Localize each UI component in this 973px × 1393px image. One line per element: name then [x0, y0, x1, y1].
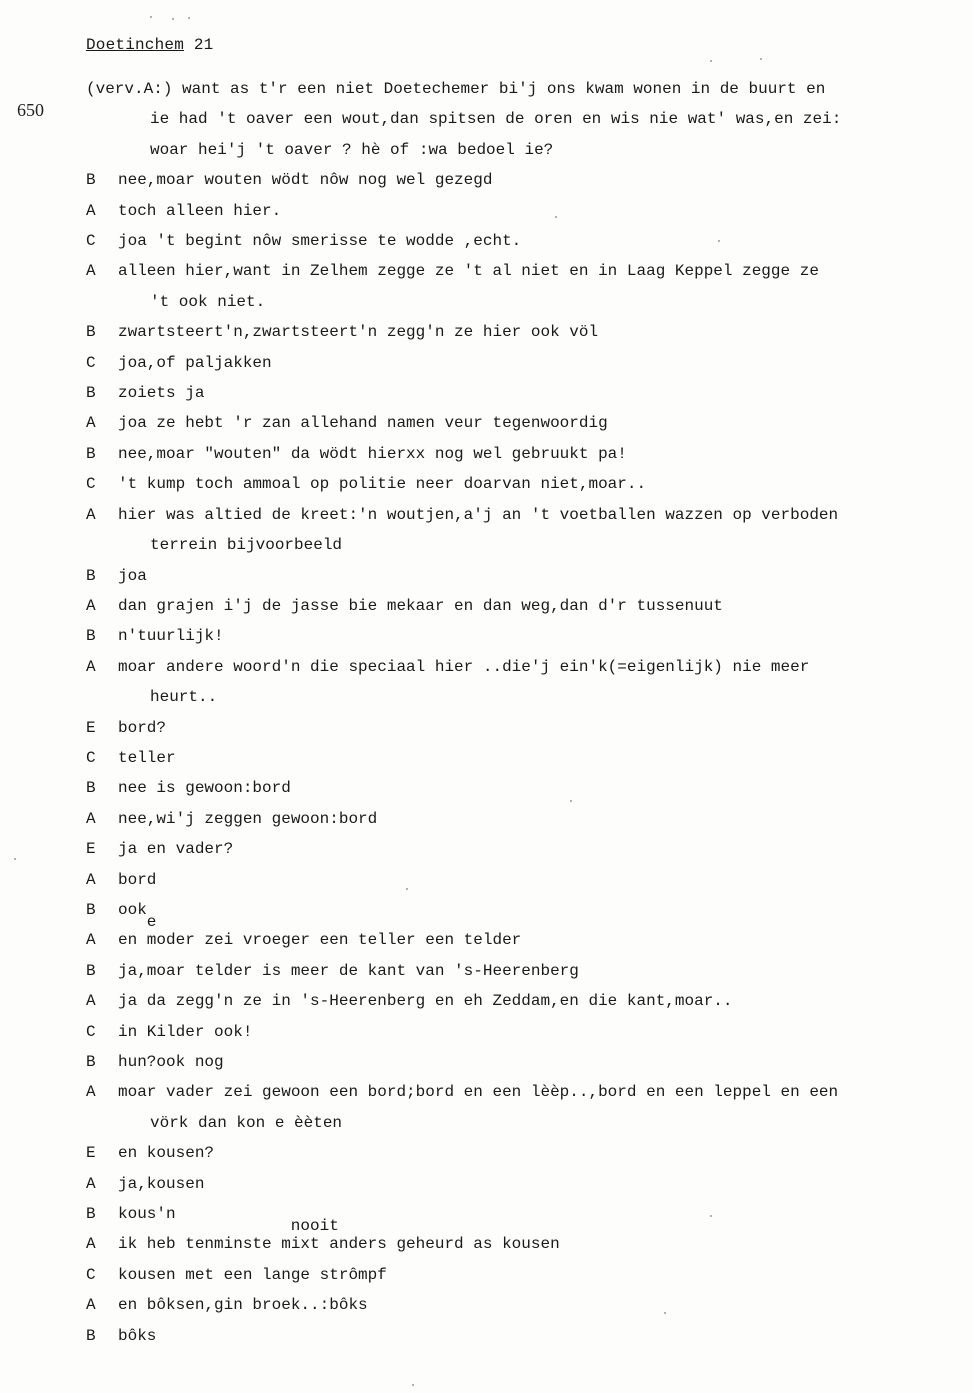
speaker-label: B [86, 1053, 96, 1071]
utterance-main: en moder zei vroeger een teller een telder [118, 931, 522, 950]
transcript-line [86, 713, 926, 743]
speaker-label: A [86, 201, 96, 220]
utterance-text: toch alleen hier. [118, 201, 282, 220]
transcript-line [86, 1108, 926, 1138]
utterance-text: ja da zegg'n ze in 's-Heerenberg en eh Zeddam,en die kant,moar.. [118, 992, 733, 1011]
utterance-text: in Kilder ook! [118, 1022, 253, 1041]
utterance-text: hier was altied de kreet:'n woutjen,a'j an 't voetballen wazzen op verboden [118, 505, 839, 524]
transcript-line [86, 226, 926, 256]
speaker-label: B [86, 323, 96, 342]
utterance-text: zwartsteert'n,zwartsteert'n zegg'n ze hier ook völ [118, 323, 599, 342]
transcript-line [86, 1077, 926, 1107]
transcript-line [86, 500, 926, 530]
speaker-label: B [86, 900, 96, 919]
transcript-line [86, 1017, 926, 1047]
speaker-label: E [86, 840, 96, 859]
utterance-text [118, 913, 926, 955]
scan-speck [406, 888, 408, 890]
transcript-line [86, 1169, 926, 1199]
transcript-line [86, 256, 926, 286]
utterance-text: teller [118, 748, 176, 767]
interlinear-correction: nooit [290, 1217, 339, 1236]
scan-speck [172, 18, 174, 20]
speaker-label: A [86, 262, 96, 281]
utterance-text: joa,of paljakken [118, 353, 272, 372]
transcript-line [86, 682, 926, 712]
utterance-text: ja,kousen [118, 1174, 205, 1193]
interlinear-correction: e [146, 913, 157, 932]
speaker-label: B [86, 779, 96, 798]
speaker-label: B [86, 384, 96, 403]
transcript-line [86, 621, 926, 651]
utterance-text: en bôksen,gin broek..:bôks [118, 1296, 368, 1315]
margin-number: 650 [17, 100, 44, 120]
utterance-text: nee,moar wouten wödt nôw nog wel gezegd [118, 171, 493, 190]
scan-speck [664, 1312, 666, 1314]
speaker-label: C [86, 232, 96, 251]
transcript-line [86, 591, 926, 621]
utterance-text: heurt.. [150, 688, 218, 707]
utterance-text: n'tuurlijk! [118, 627, 224, 646]
speaker-label: B [86, 1205, 96, 1224]
scan-speck [412, 1384, 414, 1386]
transcript-line [86, 317, 926, 347]
speaker-label: A [86, 931, 96, 950]
speaker-label: A [86, 414, 96, 433]
transcript-line [86, 561, 926, 591]
scan-speck [710, 1215, 712, 1217]
transcript-line [86, 287, 926, 317]
transcript-line [86, 104, 926, 134]
utterance-text: kous'n [118, 1205, 176, 1224]
utterance-main: ik heb tenminste mixt anders geheurd as kousen [118, 1235, 560, 1254]
speaker-label: A [86, 992, 96, 1011]
scan-speck [188, 17, 190, 19]
speaker-label: C [86, 475, 96, 494]
speaker-label: E [86, 718, 96, 737]
transcript-line [86, 469, 926, 499]
utterance-text: hun?ook nog [118, 1053, 224, 1071]
transcript-line [86, 913, 926, 955]
speaker-label: B [86, 566, 96, 585]
utterance-text: nee is gewoon:bord [118, 779, 291, 798]
speaker-label: A [86, 505, 96, 524]
utterance-text: 't kump toch ammoal op politie neer doarvan niet,moar.. [118, 475, 647, 494]
transcript-line [86, 1138, 926, 1168]
speaker-label: A [86, 1174, 96, 1193]
transcript-line [86, 378, 926, 408]
scan-speck [150, 16, 152, 18]
speaker-label: A [86, 1235, 96, 1254]
transcript-line [86, 834, 926, 864]
speaker-label: A [86, 1296, 96, 1315]
speaker-label: B [86, 1326, 96, 1345]
speaker-label: C [86, 748, 96, 767]
utterance-text: joa 't begint nôw smerisse te wodde ,echt. [118, 232, 522, 251]
utterance-text: woar hei'j 't oaver ? hè of :wa bedoel ie? [150, 140, 554, 159]
utterance-with-correction [118, 913, 522, 955]
utterance-text: kousen met een lange strômpf [118, 1265, 387, 1284]
transcript-line [86, 743, 926, 773]
header-number: 21 [193, 36, 214, 54]
transcript-line [86, 956, 926, 986]
utterance-text: ja,moar telder is meer de kant van 's-Heerenberg [118, 961, 579, 980]
speaker-label: B [86, 627, 96, 646]
utterance-text: vörk dan kon e èèten [150, 1113, 343, 1132]
utterance-text: ie had 't oaver een wout,dan spitsen de oren en wis nie wat' was,en zei: [150, 110, 842, 129]
utterance-text: ook [118, 900, 147, 919]
transcript-line [86, 196, 926, 226]
scan-speck [570, 800, 572, 802]
transcript-line [86, 135, 926, 165]
transcript-line [86, 1199, 926, 1229]
utterance-text: bord [118, 870, 157, 889]
page-header [86, 36, 213, 54]
transcript-line [86, 530, 926, 560]
speaker-label: A [86, 596, 96, 615]
utterance-with-correction [118, 1217, 560, 1259]
utterance-text: nee,wi'j zeggen gewoon:bord [118, 809, 378, 828]
transcript-line [86, 1047, 926, 1077]
utterance-text: dan grajen i'j de jasse bie mekaar en dan weg,dan d'r tussenuut [118, 596, 723, 615]
utterance-text: bord? [118, 718, 167, 737]
speaker-label: C [86, 353, 96, 372]
scan-speck [760, 58, 762, 60]
speaker-label: A [86, 870, 96, 889]
scan-speck [555, 216, 557, 218]
scan-speck [710, 60, 712, 62]
header-place: Doetinchem [86, 36, 185, 54]
speaker-label: A [86, 809, 96, 828]
scan-speck [14, 858, 16, 860]
transcript-line [86, 439, 926, 469]
utterance-text: alleen hier,want in Zelhem zegge ze 't al niet en in Laag Keppel zegge ze [118, 262, 819, 281]
speaker-label: A [86, 657, 96, 676]
utterance-text: moar andere woord'n die speciaal hier ..die'j ein'k(=eigenlijk) nie meer [118, 657, 810, 676]
transcript-line [86, 348, 926, 378]
transcript-line [86, 408, 926, 438]
utterance-text: bôks [118, 1326, 157, 1345]
speaker-label: B [86, 961, 96, 980]
transcript-line [86, 652, 926, 682]
transcript-line [86, 165, 926, 195]
speaker-label: E [86, 1144, 96, 1163]
transcript-line [86, 895, 926, 925]
utterance-text: joa ze hebt 'r zan allehand namen veur tegenwoordig [118, 414, 608, 433]
utterance-text [118, 1217, 926, 1259]
speaker-label: C [86, 1265, 96, 1284]
utterance-text: terrein bijvoorbeeld [150, 536, 343, 555]
utterance-text: joa [118, 566, 147, 585]
transcript-line [86, 865, 926, 895]
transcript-line [86, 74, 926, 104]
transcript-line [86, 1290, 926, 1320]
transcript-line [86, 1321, 926, 1351]
transcript-body [86, 74, 926, 1351]
utterance-text: ja en vader? [118, 840, 234, 859]
utterance-text: 't ook niet. [150, 292, 266, 311]
transcript-line [86, 773, 926, 803]
utterance-text: zoiets ja [118, 384, 205, 403]
transcript-line [86, 1217, 926, 1259]
speaker-label: B [86, 171, 96, 190]
transcript-line [86, 1260, 926, 1290]
utterance-text: (verv.A:) want as t'r een niet Doetechemer bi'j ons kwam wonen in de buurt en [86, 80, 826, 98]
speaker-label: C [86, 1022, 96, 1041]
speaker-label: B [86, 444, 96, 463]
scan-speck [718, 240, 720, 242]
utterance-text: moar vader zei gewoon een bord;bord en een lèèp..,bord en een leppel en een [118, 1083, 839, 1102]
transcript-line [86, 986, 926, 1016]
transcript-line [86, 804, 926, 834]
speaker-label: A [86, 1083, 96, 1102]
utterance-text: nee,moar "wouten" da wödt hierxx nog wel gebruukt pa! [118, 444, 627, 463]
utterance-text: en kousen? [118, 1144, 215, 1163]
